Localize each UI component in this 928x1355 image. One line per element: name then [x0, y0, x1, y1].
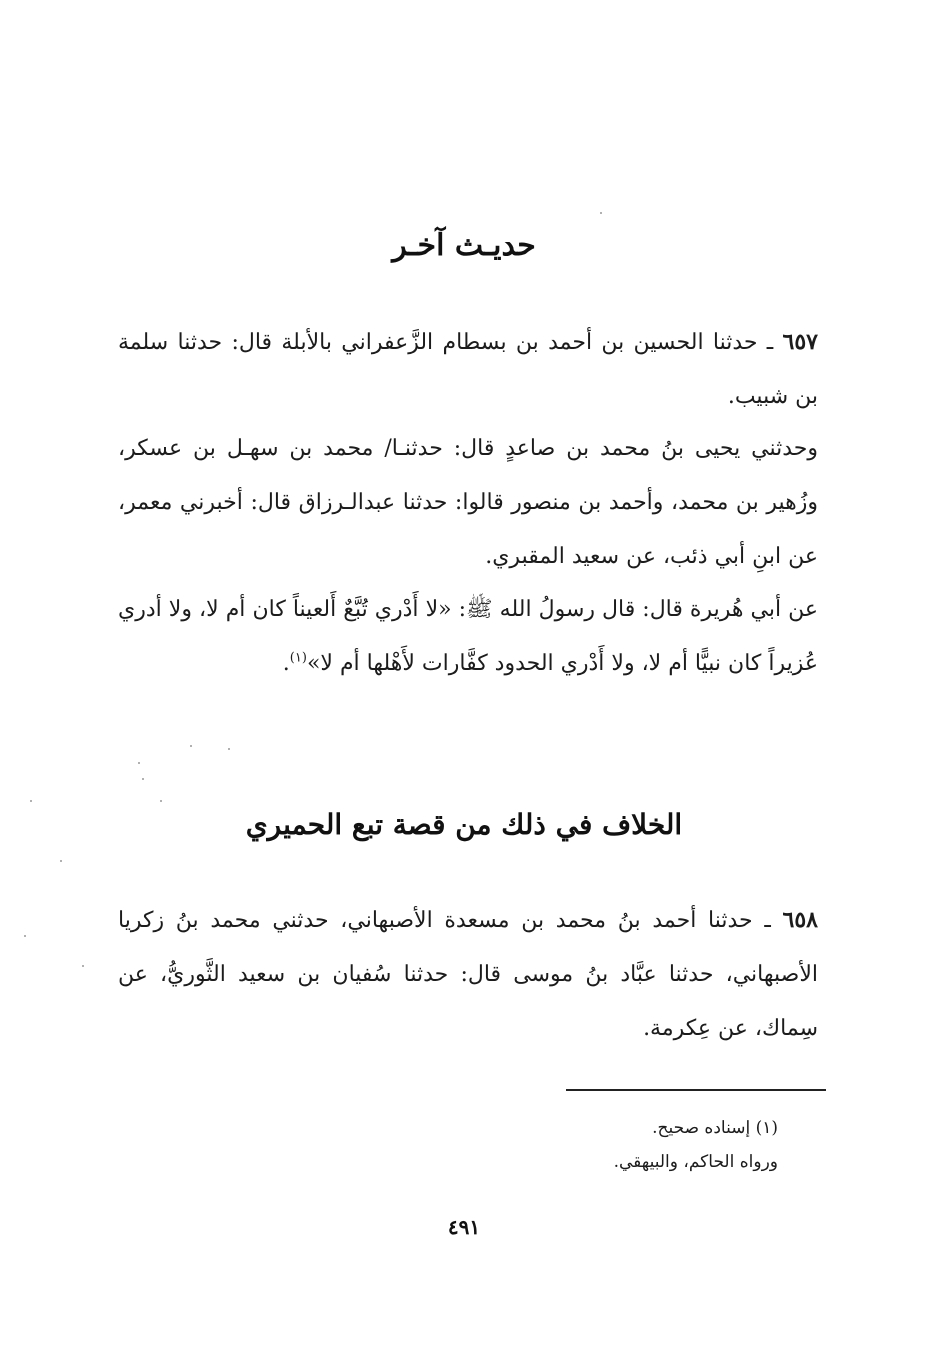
footnote-line: (١) إسناده صحيح. — [652, 1118, 778, 1138]
footnote-reference: (١) — [289, 650, 307, 666]
scan-speck — [138, 762, 140, 764]
section-title-another-hadith: حديـث آخـر — [392, 228, 536, 263]
hadith-number: ٦٥٨ — [782, 907, 818, 933]
scan-speck — [228, 748, 230, 750]
number-separator: ـ — [752, 908, 783, 933]
hadith-657-text: حدثنا الحسين بن أحمد بن بسطام الزَّعفراني بالأبلة قال: حدثنا سلمة بن شبيب. — [118, 330, 818, 409]
number-separator: ـ — [757, 330, 783, 355]
scan-speck — [30, 800, 32, 802]
scan-speck — [160, 800, 162, 802]
page-number: ٤٩١ — [447, 1215, 481, 1239]
footnote-divider — [566, 1089, 826, 1091]
hadith-number: ٦٥٧ — [782, 329, 818, 355]
scan-speck — [142, 778, 144, 780]
scan-speck — [190, 745, 192, 747]
scan-speck — [60, 860, 62, 862]
hadith-658-paragraph — [118, 893, 818, 1056]
footnote-line: ورواه الحاكم، والبيهقي. — [613, 1152, 778, 1172]
scan-speck — [600, 212, 602, 214]
scan-speck — [82, 965, 84, 967]
hadith-text-paragraph: عن أبي هُريرة قال: قال رسولُ الله ﷺ: «لا أَدْري تُبَّعٌ أَلعيناً كان أم لا، ولا أدري عُزيراً كان نبيًّا أم لا، ولا أَدْري الحدود كفَّارات لأَهْلها أم لا»$^{(١)}$. — [118, 597, 818, 676]
hadith-657-paragraph — [118, 315, 818, 424]
scan-speck — [24, 935, 26, 937]
narration-chain-text: وحدثني يحيى بنُ محمد بن صاعدٍ قال: حدثنـا/ محمد بن سهـل بن عسكر، وزُهير بن محمد، وأحمد بن منصور قالوا: حدثنا عبدالـرزاق قال: أخبرني معمر، عن ابنِ أبي ذئب، عن سعيد المقبري. — [118, 436, 818, 569]
narration-chain-paragraph — [118, 422, 818, 584]
section-title-dispute: الخلاف في ذلك من قصة تبع الحميري — [245, 808, 683, 841]
hadith-658-text: حدثنا أحمد بنُ محمد بن مسعدة الأصبهاني، حدثني محمد بنُ زكريا الأصبهاني، حدثنا عبَّاد بنُ موسى قال: حدثنا سُفيان بن سعيد الثَّوريُّ، عن سِماك، عن عِكرمة. — [118, 908, 818, 1041]
hadith-text: عن أبي هُريرة قال: قال رسولُ الله ﷺ: «لا أَدْري تُبَّعٌ أَلعيناً كان أم لا، ولا أدري عُزيراً كان نبيًّا أم لا، ولا أَدْري الحدود كفَّارات لأَهْلها أم لا» — [118, 597, 818, 676]
